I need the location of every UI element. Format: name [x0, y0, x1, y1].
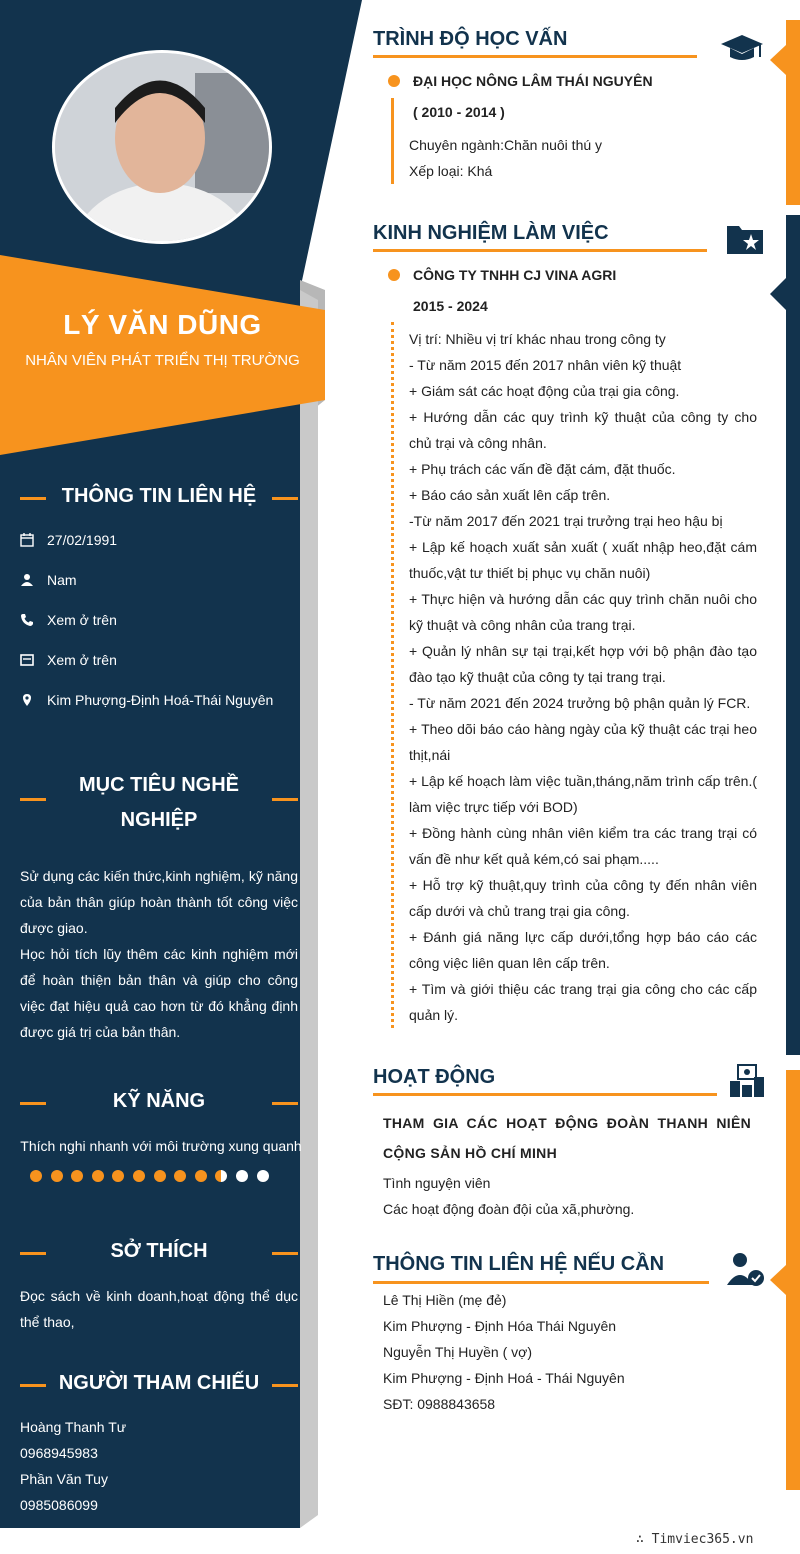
experience-company: CÔNG TY TNHH CJ VINA AGRI	[413, 267, 617, 283]
hobbies-text: Đọc sách về kinh doanh,hoạt động thể dục thể thao,	[20, 1288, 298, 1330]
education-major: Chuyên ngành:Chăn nuôi thú y	[409, 137, 603, 153]
education-timeline	[391, 98, 394, 184]
experience-bullet	[388, 269, 400, 281]
user-icon	[20, 573, 34, 587]
skills-section-title: KỸ NĂNG	[0, 1090, 318, 1114]
objective-section-title: MỤC TIÊU NGHỀ NGHIỆP	[0, 768, 318, 838]
skill-rating-dot	[30, 1170, 42, 1182]
education-years: ( 2010 - 2014 )	[413, 104, 505, 120]
experience-underline	[373, 249, 707, 252]
skill-rating-dot	[195, 1170, 207, 1182]
education-bullet	[388, 75, 400, 87]
skill-name: Thích nghi nhanh với môi trường xung quanh	[20, 1138, 302, 1154]
experience-timeline	[391, 322, 394, 1028]
contact-gender: Nam	[20, 570, 77, 590]
skill-rating-dot	[236, 1170, 248, 1182]
phone-icon	[20, 613, 34, 627]
experience-years: 2015 - 2024	[413, 298, 488, 314]
location-icon	[20, 693, 34, 707]
experience-section-title: KINH NGHIỆM LÀM VIỆC	[373, 222, 609, 244]
activity-name: THAM GIA CÁC HOẠT ĐỘNG ĐOÀN THANH NIÊN CỘNG SẢN HỒ CHÍ MINH	[383, 1115, 751, 1161]
candidate-position: NHÂN VIÊN PHÁT TRIỂN THỊ TRƯỜNG	[25, 352, 300, 369]
activities-underline	[373, 1093, 717, 1096]
references-text: Hoàng Thanh Tư 0968945983 Phần Văn Tuy 0985086099	[20, 1419, 127, 1513]
experience-details: Vị trí: Nhiều vị trí khác nhau trong công ty - Từ năm 2015 đến 2017 nhân viên kỹ thuật + Giám sát các hoạt động của trại gia công. + Hướng dẫn các quy trình kỹ thuật của công ty cho chủ trại và công nhân. + Phụ trách các vấn đề đặt cám, đặt thuốc. + Báo cáo sản xuất lên cấp trên. -Từ năm 2017 đến 2021 trại trưởng trại heo hậu bị + Lập kế hoạch xuất sản xuất ( xuất nhập heo,đặt cám thuốc,vật tư thiết bị phục vụ chăn nuôi) + Thực hiện và hướng dẫn các quy trình chăn nuôi cho kỹ thuật và công nhân của trang trại. + Quản lý nhân sự tại trại,kết hợp với bộ phận đào tạo đào tạo kỹ thuật của công ty tại trang trại. - Từ năm 2021 đến 2024 trưởng bộ phận quản lý FCR. + Theo dõi báo cáo hàng ngày của kỹ thuật các trại heo thịt,nái + Lập kế hoạch làm việc tuần,tháng,năm trình cấp trên.( làm việc trực tiếp với BOD) + Đồng hành cùng nhân viên kiểm tra các trang trại có vấn đề như kết quả kém,có sai phạm..... + Hỗ trợ kỹ thuật,quy trình của công ty đến nhân viên cấp dưới và chủ trang trại gia công. + Đánh giá năng lực cấp dưới,tổng hợp báo cáo các công việc liên quan lên cấp trên. + Tìm và giới thiệu các trang trại gia công cho các cấp quản lý.	[409, 331, 757, 1023]
avatar	[52, 50, 272, 244]
activities-section-title: HOẠT ĐỘNG	[373, 1066, 496, 1088]
footer-brand[interactable]: ∴ Timviec365.vn	[636, 1532, 754, 1547]
contact-birthday: 27/02/1991	[20, 530, 117, 550]
graduation-cap-icon	[720, 33, 764, 63]
objective-text: Sử dụng các kiến thức,kinh nghiệm, kỹ năng của bản thân giúp hoàn thành tốt công việc được giao. Học hỏi tích lũy thêm các kinh nghiệm mới để hoàn thiện bản thân và giúp cho công việc đạt hiệu quả cao hơn từ đó khẳng định được giá trị của bản thân.	[20, 868, 298, 1040]
emergency-underline	[373, 1281, 709, 1284]
folder-star-icon	[725, 222, 765, 256]
email-icon	[20, 653, 34, 667]
education-school: ĐẠI HỌC NÔNG LÂM THÁI NGUYÊN	[413, 73, 653, 89]
emergency-details: Lê Thị Hiền (mẹ đẻ) Kim Phượng - Định Hóa Thái Nguyên Nguyễn Thị Huyền ( vợ) Kim Phượng - Định Hoá - Thái Nguyên SĐT: 0988843658	[383, 1292, 625, 1412]
emergency-section-title: THÔNG TIN LIÊN HỆ NẾU CẦN	[373, 1253, 665, 1275]
education-underline	[373, 55, 697, 58]
skill-rating-dot	[133, 1170, 145, 1182]
calendar-icon	[20, 533, 34, 547]
skill-rating-dot	[51, 1170, 63, 1182]
user-check-icon	[726, 1251, 766, 1287]
skill-rating-dot	[257, 1170, 269, 1182]
contact-phone: Xem ở trên	[20, 610, 117, 630]
contact-email: Xem ở trên	[20, 650, 117, 670]
contact-section-title: THÔNG TIN LIÊN HỆ	[0, 485, 318, 509]
skill-rating-dot	[154, 1170, 166, 1182]
education-section-title: TRÌNH ĐỘ HỌC VẤN	[373, 28, 568, 50]
candidate-name: LÝ VĂN DŨNG	[63, 309, 262, 340]
activity-details: Tình nguyện viên Các hoạt động đoàn đội của xã,phường.	[383, 1175, 635, 1217]
contact-address: Kim Phượng-Định Hoá-Thái Nguyên	[20, 690, 273, 710]
activity-certificate-icon	[728, 1063, 766, 1099]
references-section-title: NGƯỜI THAM CHIẾU	[0, 1372, 318, 1396]
skill-rating-dot	[92, 1170, 104, 1182]
education-grade: Xếp loại: Khá	[409, 163, 493, 179]
hobbies-section-title: SỞ THÍCH	[0, 1240, 318, 1264]
